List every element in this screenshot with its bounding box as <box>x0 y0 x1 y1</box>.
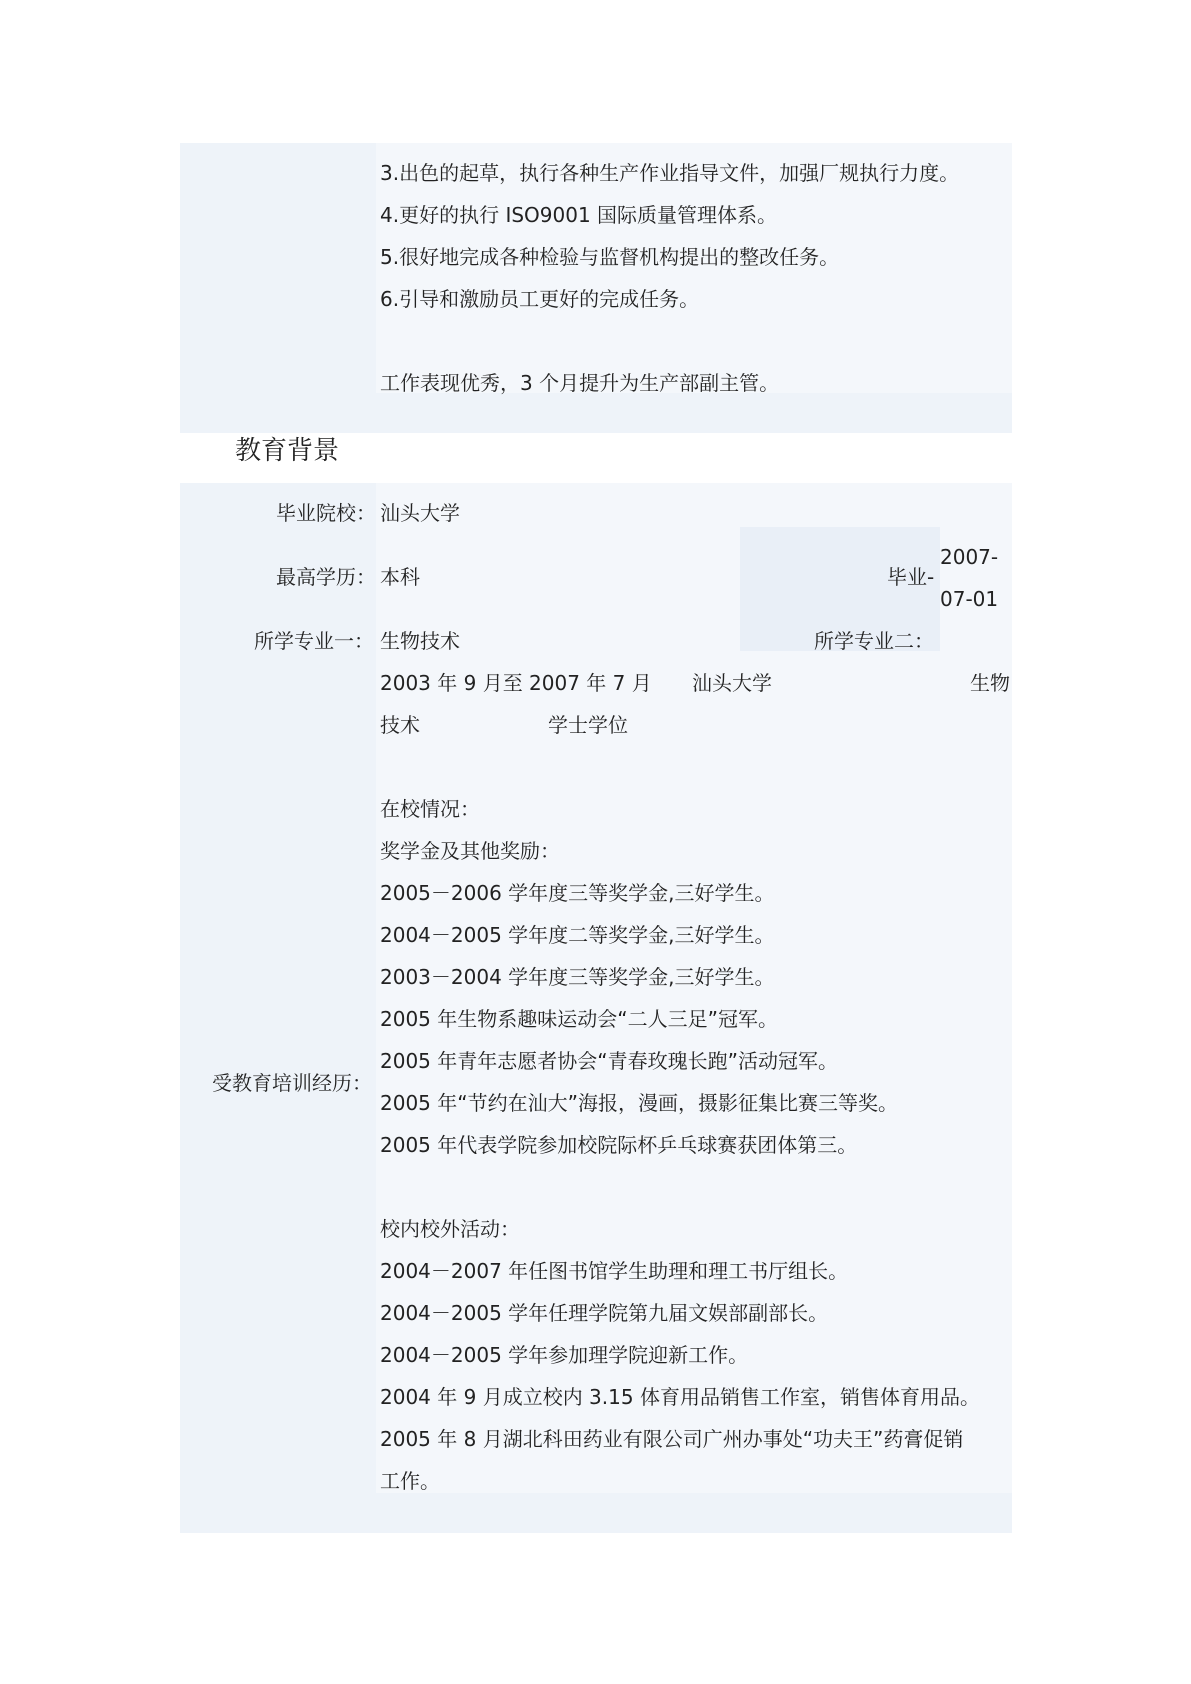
activity-item: 2004－2005 学年参加理学院迎新工作。 <box>380 1343 749 1367</box>
award-item: 2003－2004 学年度三等奖学金,三好学生。 <box>380 965 775 989</box>
history-degree: 学士学位 <box>548 713 628 737</box>
history-major-part2: 技术 <box>380 713 420 737</box>
school-value: 汕头大学 <box>380 501 460 525</box>
campus-title: 在校情况： <box>380 797 480 821</box>
history-school: 汕头大学 <box>692 671 772 695</box>
award-item: 2005 年代表学院参加校院际杯乒乓球赛获团体第三。 <box>380 1133 858 1157</box>
experience-line-6: 6.引导和激励员工更好的完成任务。 <box>380 287 700 311</box>
award-item: 2005 年青年志愿者协会“青春玫瑰长跑”活动冠军。 <box>380 1049 838 1073</box>
experience-line-4: 4.更好的执行 ISO9001 国际质量管理体系。 <box>380 203 778 227</box>
awards-title: 奖学金及其他奖励： <box>380 839 560 863</box>
activity-item: 2005 年 8 月湖北科田药业有限公司广州办事处“功夫王”药膏促销 <box>380 1427 964 1451</box>
graduation-date-md: 07-01 <box>940 587 999 611</box>
award-item: 2005 年生物系趣味运动会“二人三足”冠军。 <box>380 1007 778 1031</box>
history-major-part1: 生物 <box>970 671 1010 695</box>
activity-item: 2004－2007 年任图书馆学生助理和理工书厅组长。 <box>380 1259 849 1283</box>
graduation-label: 毕业- <box>887 565 935 589</box>
experience-line-3: 3.出色的起草，执行各种生产作业指导文件，加强厂规执行力度。 <box>380 161 960 185</box>
activity-item: 2004 年 9 月成立校内 3.15 体育用品销售工作室，销售体育用品。 <box>380 1385 980 1409</box>
history-label: 受教育培训经历： <box>212 1071 372 1095</box>
degree-value: 本科 <box>380 565 420 589</box>
activities-title: 校内校外活动： <box>380 1217 520 1241</box>
award-item: 2004－2005 学年度二等奖学金,三好学生。 <box>380 923 775 947</box>
experience-summary: 工作表现优秀，3 个月提升为生产部副主管。 <box>380 371 780 395</box>
major1-label: 所学专业一： <box>254 629 374 653</box>
activity-item: 工作。 <box>380 1469 440 1493</box>
graduation-date-year: 2007- <box>940 545 999 569</box>
education-heading: 教育背景 <box>235 436 340 466</box>
experience-line-5: 5.很好地完成各种检验与监督机构提出的整改任务。 <box>380 245 840 269</box>
award-item: 2005－2006 学年度三等奖学金,三好学生。 <box>380 881 775 905</box>
history-period: 2003 年 9 月至 2007 年 7 月 <box>380 671 652 695</box>
major2-label: 所学专业二： <box>814 629 934 653</box>
award-item: 2005 年“节约在汕大”海报，漫画，摄影征集比赛三等奖。 <box>380 1091 898 1115</box>
school-label: 毕业院校： <box>276 501 376 525</box>
major1-value: 生物技术 <box>380 629 460 653</box>
degree-label: 最高学历： <box>276 565 376 589</box>
activity-item: 2004－2005 学年任理学院第九届文娱部副部长。 <box>380 1301 829 1325</box>
